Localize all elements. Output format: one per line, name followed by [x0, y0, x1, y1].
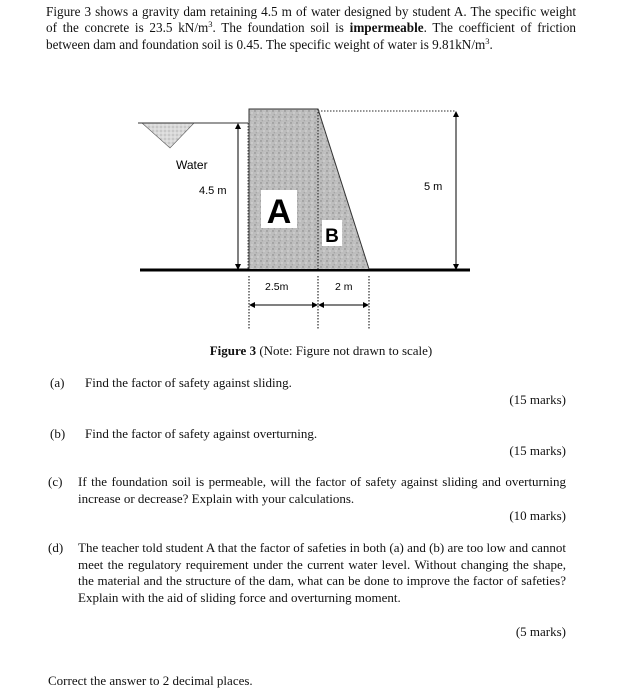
- block-a-label: A: [266, 193, 292, 231]
- water-label: Water: [176, 158, 208, 172]
- water-surface-symbol: [142, 123, 194, 148]
- width-b-label: 2 m: [335, 281, 353, 293]
- question-b-text: Find the factor of safety against overturning.: [85, 426, 318, 441]
- arrow-head: [249, 302, 255, 308]
- arrow-head: [453, 111, 459, 117]
- question-a-text: Find the factor of safety against sliding.: [85, 375, 292, 390]
- arrow-head: [318, 302, 324, 308]
- question-c-text: If the foundation soil is permeable, will the factor of safety against sliding and overturning increase or decrease? Explain with your calculations.: [78, 474, 566, 506]
- arrow-head: [312, 302, 318, 308]
- arrow-head: [363, 302, 369, 308]
- question-a-label: (a): [50, 375, 65, 390]
- width-a-label: 2.5m: [265, 281, 289, 293]
- question-b-label: (b): [50, 426, 66, 441]
- question-c-label: (c): [48, 474, 63, 489]
- caption-title: Figure 3: [209, 343, 257, 358]
- intro-text-2: . The foundation soil is: [212, 20, 350, 36]
- question-b-marks: (15 marks): [509, 443, 566, 458]
- dam-block-a: [249, 109, 318, 269]
- question-a-marks: (15 marks): [509, 392, 566, 407]
- figure-caption: [0, 343, 642, 359]
- dam-height-label: 5 m: [424, 181, 443, 193]
- rounding-instruction: Correct the answer to 2 decimal places.: [48, 673, 253, 688]
- block-b-label: B: [325, 226, 339, 247]
- unit-superscript-2: 3: [485, 35, 490, 46]
- arrow-head: [235, 123, 241, 129]
- impermeable-bold: impermeable: [349, 20, 424, 36]
- question-d-marks: (5 marks): [515, 624, 566, 639]
- question-d-label: (d): [48, 540, 64, 555]
- intro-text-3: . The coefficient of friction between dam and foundation soil is 0.45. The specific weight of water is 9.81kN/m: [46, 20, 577, 52]
- intro-text-4: .: [489, 36, 493, 52]
- problem-statement: [46, 4, 576, 53]
- caption-note: (Note: Figure not drawn to scale): [256, 343, 433, 358]
- water-height-label: 4.5 m: [199, 185, 227, 197]
- dam-figure: [128, 98, 478, 330]
- intro-text-1: Figure 3 shows a gravity dam retaining 4.5 m of water designed by student A. The specific weight of the concrete is 23.5 kN/m: [46, 4, 576, 36]
- question-c-marks: (10 marks): [509, 508, 566, 523]
- question-d-text: The teacher told student A that the factor of safeties in both (a) and (b) are too low and cannot meet the regulatory requirement under the current water level. Without changing the shape, the material and the structure of the dam, what can be done to improve the factor of safeties? Explain with the aid of sliding force and overturning moment.: [78, 540, 566, 605]
- unit-superscript-1: 3: [208, 19, 213, 30]
